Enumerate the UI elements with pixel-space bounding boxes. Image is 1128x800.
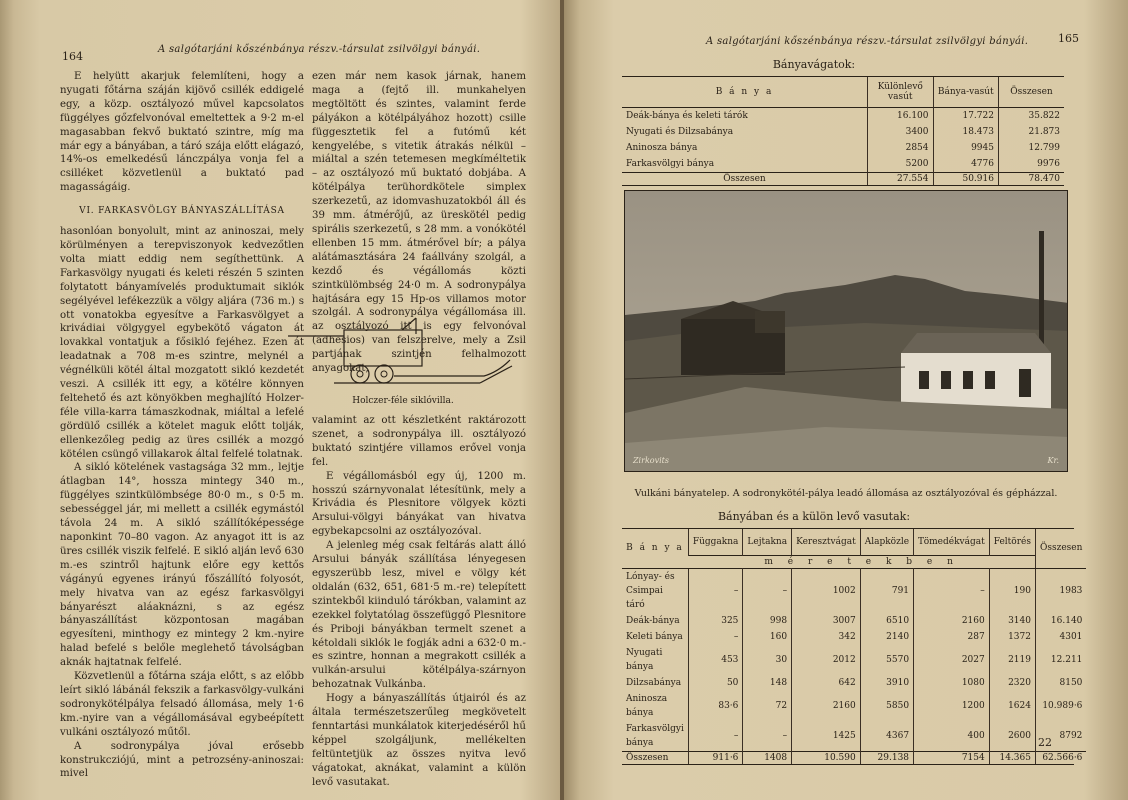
running-header: A salgótarjáni kőszénbánya részv.-társulat zsilvölgyi bányái. [158,44,481,55]
left-page [0,0,562,800]
table-cell: 3007 [792,613,861,629]
section-title: VI. FARKASVÖLGY BÁNYASZÁLLÍTÁSA [79,206,285,217]
unit-row [622,555,1086,568]
table-cell: 2160 [914,613,990,629]
table-cell: 17.722 [933,107,998,124]
row-label: Deák-bánya és keleti tárók [626,110,748,121]
table-cell: 5850 [860,691,913,721]
page-number: 165 [1058,32,1079,45]
table-cell: 2027 [914,645,990,675]
table-cell: 2119 [989,645,1035,675]
paragraph: E helyütt akarjuk felemlíteni, hogy a nyugati főtárna száján kijövő csillék eddigelé egy, a közp. osztályozó művel kapcsolatos függélyes gőzfelvonóval emeltettek a 9·2 m-el magasabban fekvő buktató szintre, míg ma már egy a bányában, a táró szája előtt elágazó, 14%-os emelkedésű lánczpálya vonja fel a csilléket közvetlenül a buktató pad magasságáig. [60,71,304,194]
table-cell: 30 [743,645,792,675]
table-cell: 1080 [914,675,990,691]
table-cell: 642 [792,675,861,691]
left-column-2-lower [312,414,526,789]
table-cell: 4776 [933,156,998,173]
paragraph: ezen már nem kasok járnak, hanem maga a (fejtő ill. munkahelyen megtöltött és szintes, valamint ferde pályákon a kötélpályához hozott) csille függesztetik fel a futómű két kengyelébe, s vitetik átrakás nélkül – miáltal a szén tetemesen megkíméltetik – az osztályozó mű buktató dobjába. A kötélpálya terühordkötele simplex szerkezetű, az idomvashuzatokból áll és 39 mm. átmérőjű, az üreskötél pedig spirális szerkezetű, s 28 mm. a vonókötél ellenben 15 mm. átmérővel bír; a pálya alátámasztására 24 faállvány szolgál, a kezdő és végállomás közti szintkülömbség 24·0 m. A sodronypálya hajtására egy 15 Hp-os villamos motor szolgál. A sodronypálya végállomása ill. az osztályozó itt is egy felvonóval (adhesios) van felszerelve, mely a Zsil partjának szintjén felhalmozott anyagokat, [312,71,526,375]
total-cell: 10.590 [792,751,861,764]
paragraph: A sikló kötelének vastagsága 32 mm., lejtje átlagban 14°, hossza mintegy 340 m., függélyes szintkülömbsége 80·0 m., s 0·5 m. sebességgel jár, mi mellett a csillék egymástól távola 24 m. A sikló szállítóképessége naponkint 70–80 vagon. Az anyagot itt is az üres csillék viszik felfelé. E sikló alján levő 630 m.-es szintről hajtunk előre egy kettős vágányú egyenes irányú főszállító folyosót, mely hivatva van az egész farkasvölgyi bányarészt aláaknázni, s az egész bányaszállítást központosan magában egyesíteni, minthogy ez mintegy 2 km.-nyire halad befelé s belőle meglehető távolságban aknák hajtatnak felfelé. [60,462,304,669]
row-label: Dilzsabánya [626,677,682,688]
table-cell: 3910 [860,675,913,691]
total-label: Összesen [723,173,766,184]
column-header: Összesen [998,77,1064,107]
table-cell: 18.473 [933,124,998,140]
paragraph: Hogy a bányaszállítás útjairól és az általa természetszerűleg megkövetelt fenntartási munkálatok kiterjedéséről hű képpel szolgáljunk, mellékelten feltüntetjük az összes nyitva levő vágatokat, aknákat, valamint a külön levő vasutakat. [312,693,526,788]
row-label: Aninosza bánya [626,142,698,153]
total-cell: 50.916 [933,172,998,185]
table-row [622,645,1086,675]
table2-title: Bányában és a külön levő vasutak: [717,510,911,523]
table-row [622,613,1086,629]
photo-signature-left: Zirkovits [633,456,670,465]
table-row [622,156,1064,173]
table-row [622,107,1064,124]
row-label: Lónyay- és Csimpai táró [626,571,675,610]
column-paragraphs-bottom [312,414,526,789]
table-cell: 287 [914,629,990,645]
paragraph: A jelenleg még csak feltárás alatt álló Arsului bányák szállítása lényegesen egyszerübb lesz, mivel e völgy két oldalán (632, 651, 681·5 m.-re) telepített szintekből kiinduló tárókban, valamint az ezekkel folytatólag összefüggő Plesnitore és Priboji bányákban termelt szenet a kétoldali siklók le fogják adni a 632·0 m.-es szintre, honnan a megrakott csillék a vulkán-arsului kötélpálya-szárnyon behozatnak Vulkánba. [312,540,526,691]
table-cell: 4367 [860,721,913,752]
table-cell: – [743,721,792,752]
table-header-row [622,529,1086,555]
table-cell: 35.822 [998,107,1064,124]
paragraph: Közvetlenül a főtárna szája előtt, s az előbb leírt sikló lábánál fekszik a farkasvölgy-vulkáni sodronykötélpálya felsadó állomása, mely 1·6 km.-nyire van a végállomásával egybeépített vulkáni osztályozó műtől. [60,671,304,738]
table-cell: 9976 [998,156,1064,173]
total-cell: 62.566·6 [1035,751,1086,764]
table-row [622,568,1086,613]
right-page [564,0,1128,800]
siklovilla-drawing [284,312,522,392]
table-cell: 9945 [933,140,998,156]
table-cell: 2854 [868,140,933,156]
total-cell: 29.138 [860,751,913,764]
table-cell: – [914,568,990,613]
table-cell: 2012 [792,645,861,675]
table-cell: – [688,629,743,645]
table-cell: 2320 [989,675,1035,691]
table-row [622,629,1086,645]
paragraph: hasonlóan bonyolult, mint az aninoszai, mely körülményen a terepviszonyok kedvezőtlen volta miatt eddig nem segíthettünk. A Farkasvölgy nyugati és keleti részén 5 szinten folytatott bányamívelés produktumait siklók segélyével lefékezzük a völgy aljára (736 m.) s ott vonatokba egyesítve a Farkasvölgyet a krivádiai völgygyel egybekötő vágaton át lovakkal vontatjuk a fősikló fejéhez. Ezen át leadatnak a 708 m-es szintre, melynél a végnélküli kötél által mozgatott sikló kezdetét veszi. A csillék itt egy, a kötélre könnyen feltehető és azt könyökben meghajlító Holzer-féle villa-karra támaszkodnak, miáltal a lefelé gördülő csillék a kötelet maguk előtt tolják, ellenkezőleg pedig az üres csillék a mozgó kötélen csüngő villakarok által felfelé tolatnak. [60,226,304,460]
table-row [622,675,1086,691]
row-label: Nyugati bánya [626,647,663,672]
total-row [622,751,1086,764]
column-header: Különlevő vasút [868,77,933,107]
siklovilla-figure [284,312,522,404]
table-cell: 160 [743,629,792,645]
table-cell: 3400 [868,124,933,140]
column-paragraphs-top [60,70,304,195]
paragraph: valamint az ott készletként raktározott szenet, a sodronypálya ill. osztályozó buktató szintjére villamos erővel vonja fel. [312,415,526,468]
table-cell: 342 [792,629,861,645]
table-cell: 1372 [989,629,1035,645]
left-column-1 [60,70,304,781]
column-header: Alapközle [860,529,913,555]
column-header: Összesen [1035,529,1086,568]
unit-label: m é r e t e k b e n [764,556,959,567]
column-header: B á n y a [622,529,688,568]
column-header: B á n y a [715,86,774,97]
total-label: Összesen [626,752,669,763]
column-paragraphs-bottom [60,225,304,781]
mine-railways-table [622,528,1083,765]
table-row [622,721,1086,752]
total-cell: 14.365 [989,751,1035,764]
page-number: 164 [62,50,83,63]
mine-roads-table [622,76,1064,186]
photo-scene [625,191,1068,472]
row-label: Deák-bánya [626,615,680,626]
total-cell: 27.554 [868,172,933,185]
row-label: Farkasvölgyi bánya [626,158,715,169]
table-cell: 12.211 [1035,645,1086,675]
table-cell: 2160 [792,691,861,721]
table-cell: 791 [860,568,913,613]
table-cell: 2600 [989,721,1035,752]
total-cell: 7154 [914,751,990,764]
table-cell: 5200 [868,156,933,173]
table-cell: 8792 [1035,721,1086,752]
row-label: Farkasvölgyi bánya [626,723,684,748]
table-cell: 2140 [860,629,913,645]
total-cell: 911·6 [688,751,743,764]
table-cell: 8150 [1035,675,1086,691]
table-cell: 325 [688,613,743,629]
table-cell: 16.140 [1035,613,1086,629]
table-cell: 21.873 [998,124,1064,140]
table2 [622,529,1086,764]
table-header-row [622,77,1064,107]
table-cell: – [688,721,743,752]
row-label: Aninosza bánya [626,693,668,718]
table-cell: 6510 [860,613,913,629]
total-cell: 78.470 [998,172,1064,185]
table-row [622,691,1086,721]
table-cell: 83·6 [688,691,743,721]
paragraph: A sodronypálya jóval erősebb konstrukcziójú, mint a petrozsény-aninoszai: mivel [60,740,304,780]
running-header: A salgótarjáni kőszénbánya részv.-társulat zsilvölgyi bányái. [706,36,1029,47]
table-cell: – [743,568,792,613]
table-cell: 1624 [989,691,1035,721]
row-label: Nyugati és Dilzsabánya [626,126,734,137]
row-label: Keleti bánya [626,631,683,642]
photo-signature-right: Kr. [1047,456,1059,465]
column-header: Tömedékvágat [914,529,990,555]
column-header: Függakna [688,529,743,555]
figure-caption: Holczer-féle siklóvilla. [352,396,454,406]
table-row [622,140,1064,156]
table-cell: 400 [914,721,990,752]
table-cell: 190 [989,568,1035,613]
total-row [622,172,1064,185]
table-cell: 3140 [989,613,1035,629]
total-cell: 1408 [743,751,792,764]
table-cell: 453 [688,645,743,675]
table-cell: 148 [743,675,792,691]
table-cell: 16.100 [868,107,933,124]
table-cell: 5570 [860,645,913,675]
paragraph: E végállomásból egy új, 1200 m. hosszú szárnyvonalat létesítünk, mely a Krivádia és Plesnitore völgyek közti Arsului-völgyi bányákat van hivatva egybekapcsolni az osztályozóval. [312,470,526,538]
column-header: Lejtakna [743,529,792,555]
table-cell: 4301 [1035,629,1086,645]
table-cell: 12.799 [998,140,1064,156]
table-cell: 1002 [792,568,861,613]
sheet-number: 22 [1038,736,1052,749]
table-cell: 1200 [914,691,990,721]
photo-caption: Vulkáni bányatelep. A sodronykötél-pálya leadó állomása az osztályozóval és gépházzal. [634,488,1058,499]
column-header: Feltörés [989,529,1035,555]
table-cell: 10.989·6 [1035,691,1086,721]
table-row [622,124,1064,140]
table-cell: – [688,568,743,613]
table-cell: 998 [743,613,792,629]
column-header: Bánya-vasút [933,77,998,107]
table1-title: Bányavágatok: [772,58,856,71]
vulkan-mine-photo [624,190,1068,472]
table-cell: 72 [743,691,792,721]
column-header: Keresztvágat [792,529,861,555]
table-cell: 1425 [792,721,861,752]
table1 [622,77,1064,185]
table-cell: 1983 [1035,568,1086,613]
table-cell: 50 [688,675,743,691]
